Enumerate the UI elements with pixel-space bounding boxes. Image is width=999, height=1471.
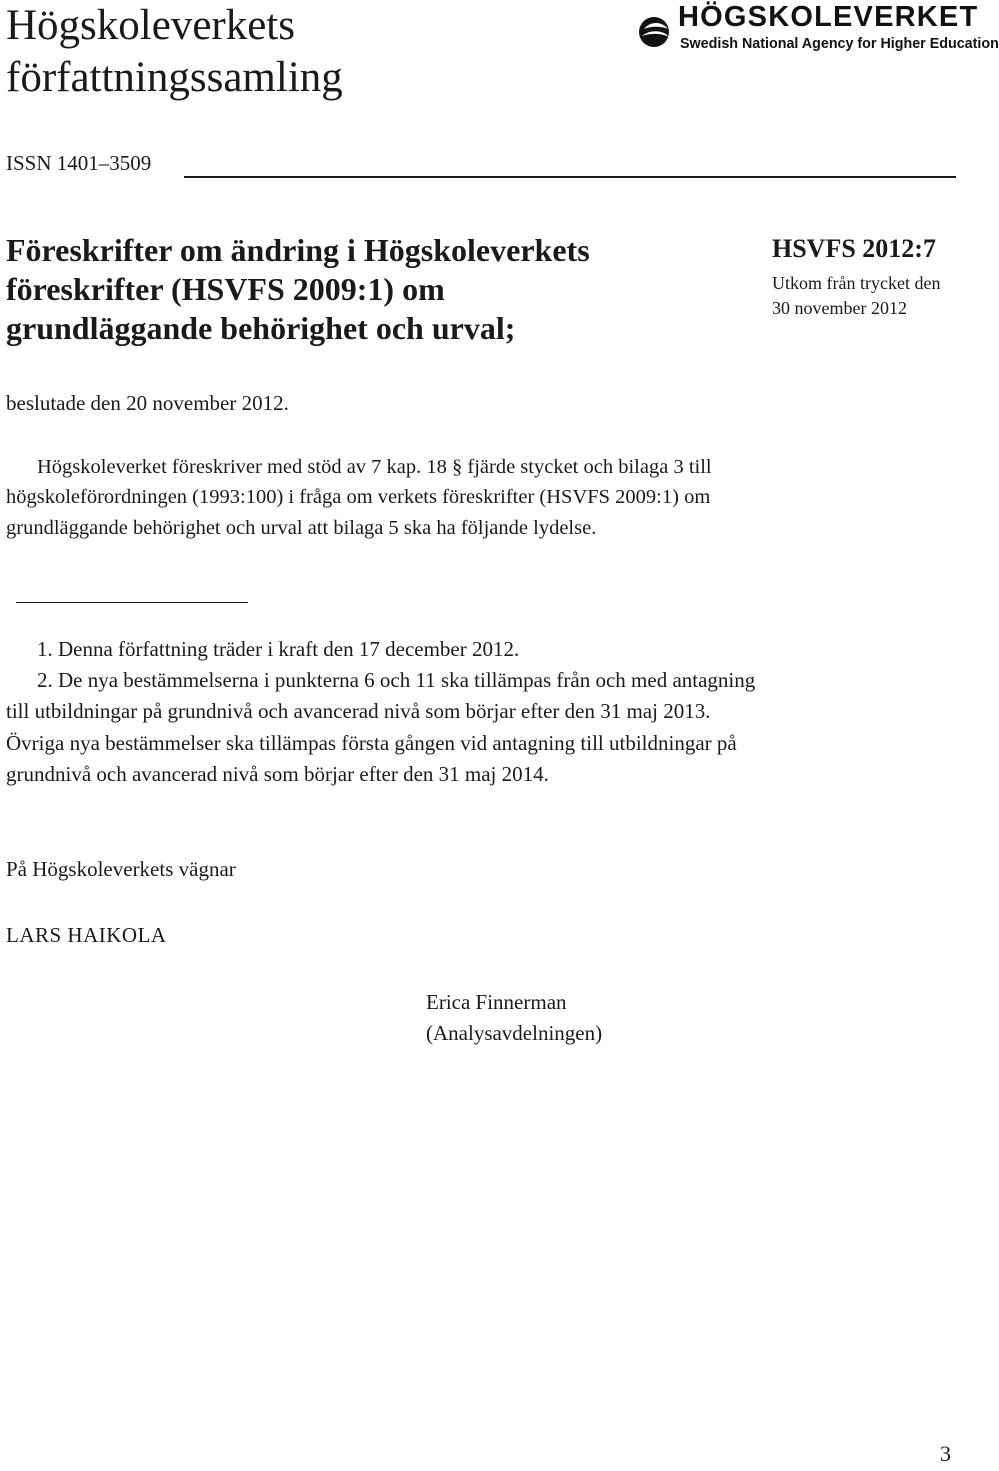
officer-department: (Analysavdelningen) <box>426 1021 603 1045</box>
section-separator <box>16 602 248 603</box>
agency-logo <box>638 0 999 56</box>
series-title <box>6 0 343 104</box>
issn-number: ISSN 1401–3509 <box>6 151 152 175</box>
transitional-provision-2: 2. De nya bestämmelserna i punkterna 6 och 11 ska tillämpas från och med antagning till utbildningar på grundnivå och avancerad nivå som börjar efter den 31 maj 2013. Övriga nya bestämmelser ska tillämpas första gången vid antagning till utbildningar på grundnivå och avancerad nivå som börjar efter den 31 maj 2014. <box>6 668 756 786</box>
series-title-line-2: författningssamling <box>6 54 343 101</box>
hogskoleverket-logo-mark-icon <box>638 2 672 54</box>
signatory-name: LARS HAIKOLA <box>6 923 167 947</box>
published-label: Utkom från trycket den <box>772 273 941 293</box>
regulation-title-line-2: föreskrifter (HSVFS 2009:1) om <box>6 271 445 307</box>
series-title-line-1: Högskoleverkets <box>6 2 295 49</box>
transitional-provisions <box>6 634 766 790</box>
regulation-title-line-3: grundläggande behörighet och urval; <box>6 310 516 346</box>
regulation-title-line-1: Föreskrifter om ändring i Högskoleverkets <box>6 232 590 268</box>
logo-name: HÖGSKOLEVERKET <box>678 1 979 33</box>
officer-name: Erica Finnerman <box>426 990 567 1014</box>
transitional-provision-1: 1. Denna författning träder i kraft den 17 december 2012. <box>37 637 520 661</box>
on-behalf-line: På Högskoleverkets vägnar <box>6 857 236 881</box>
page-number: 3 <box>940 1441 951 1466</box>
preamble-paragraph: Högskoleverket föreskriver med stöd av 7 kap. 18 § fjärde stycket och bilaga 3 till högskoleförordningen (1993:100) i fråga om verkets föreskrifter (HSVFS 2009:1) om grundläggande behörighet och urval att bilaga 5 ska ha följande lydelse. <box>6 456 712 539</box>
logo-subtitle: Swedish National Agency for Higher Education <box>680 36 999 52</box>
regulation-number: HSVFS 2012:7 <box>772 234 936 263</box>
decision-date: beslutade den 20 november 2012. <box>6 391 289 415</box>
regulation-title <box>6 231 706 348</box>
header-rule <box>184 176 956 178</box>
published-date: 30 november 2012 <box>772 298 907 318</box>
